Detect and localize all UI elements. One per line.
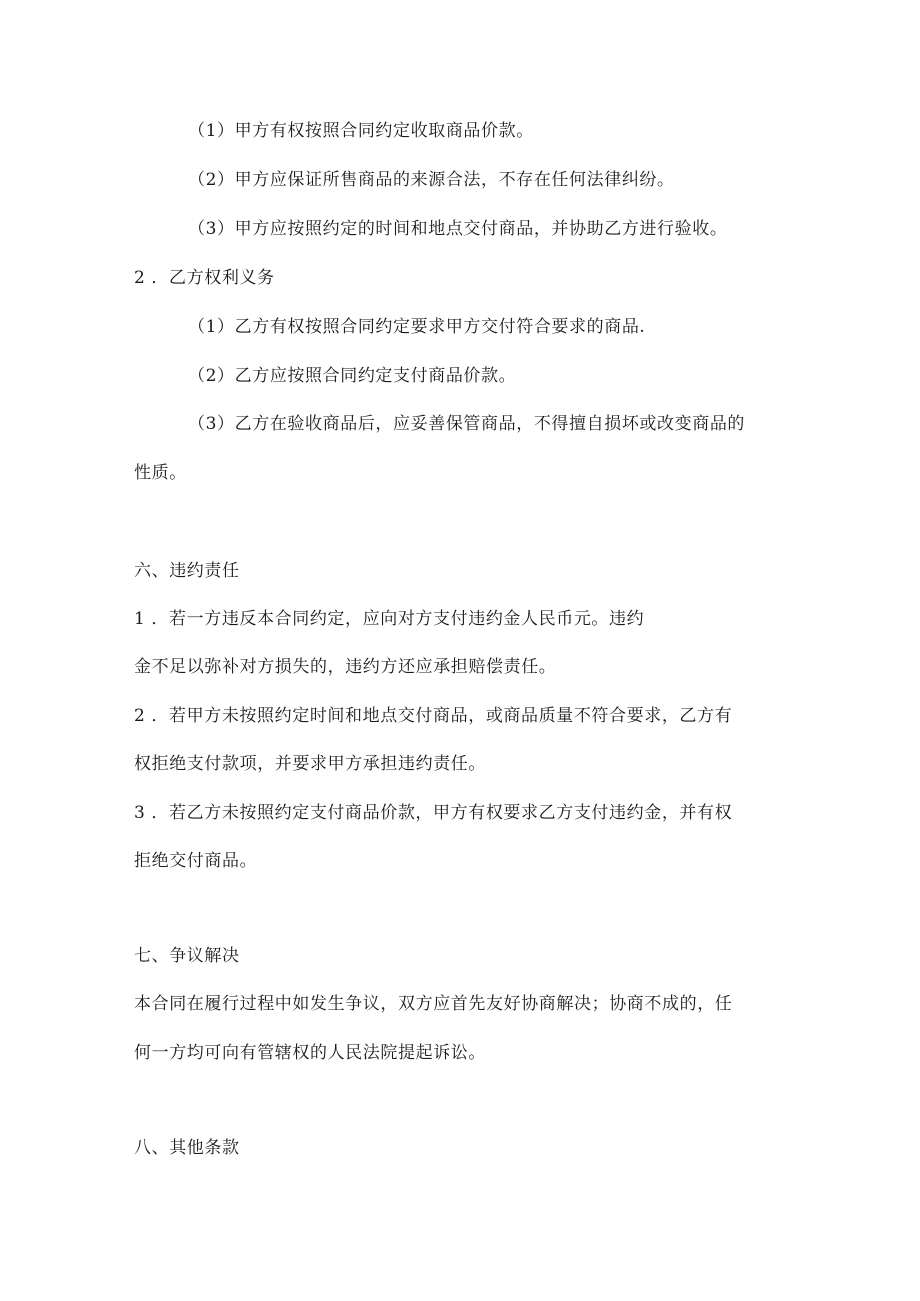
section-6-line-3: 2 ．若甲方未按照约定时间和地点交付商品，或商品质量不符合要求，乙方有 <box>134 706 733 726</box>
section-6-heading: 六、违约责任 <box>134 561 240 581</box>
section-6-line-2: 金不足以弥补对方损失的，违约方还应承担赔偿责任。 <box>134 657 557 677</box>
section-7-line-1: 本合同在履行过程中如发生争议，双方应首先友好协商解决；协商不成的，任 <box>134 994 733 1014</box>
party-b-item-2: （2）乙方应按照合同约定支付商品价款。 <box>188 366 517 386</box>
party-b-item-3: （3）乙方在验收商品后，应妥善保管商品，不得擅自损坏或改变商品的 <box>188 414 746 434</box>
section-6-line-5: 3 ．若乙方未按照约定支付商品价款，甲方有权要求乙方支付违约金，并有权 <box>134 803 733 823</box>
section-6-line-1: 1 ．若一方违反本合同约定，应向对方支付违约金人民币元。违约 <box>134 609 645 629</box>
section-6-line-6: 拒绝交付商品。 <box>134 851 258 871</box>
party-b-heading: 2 ．乙方权利义务 <box>134 268 275 288</box>
party-a-item-2: （2）甲方应保证所售商品的来源合法，不存在任何法律纠纷。 <box>188 170 675 190</box>
party-b-item-3-continued: 性质。 <box>134 463 187 483</box>
party-b-item-1: （1）乙方有权按照合同约定要求甲方交付符合要求的商品. <box>188 317 646 337</box>
section-7-line-2: 何一方均可向有管辖权的人民法院提起诉讼。 <box>134 1043 486 1063</box>
section-7-heading: 七、争议解决 <box>134 946 240 966</box>
party-a-item-3: （3）甲方应按照约定的时间和地点交付商品，并协助乙方进行验收。 <box>188 219 728 239</box>
party-a-item-1: （1）甲方有权按照合同约定收取商品价款。 <box>188 121 534 141</box>
section-8-heading: 八、其他条款 <box>134 1138 240 1158</box>
section-6-line-4: 权拒绝支付款项，并要求甲方承担违约责任。 <box>134 754 486 774</box>
